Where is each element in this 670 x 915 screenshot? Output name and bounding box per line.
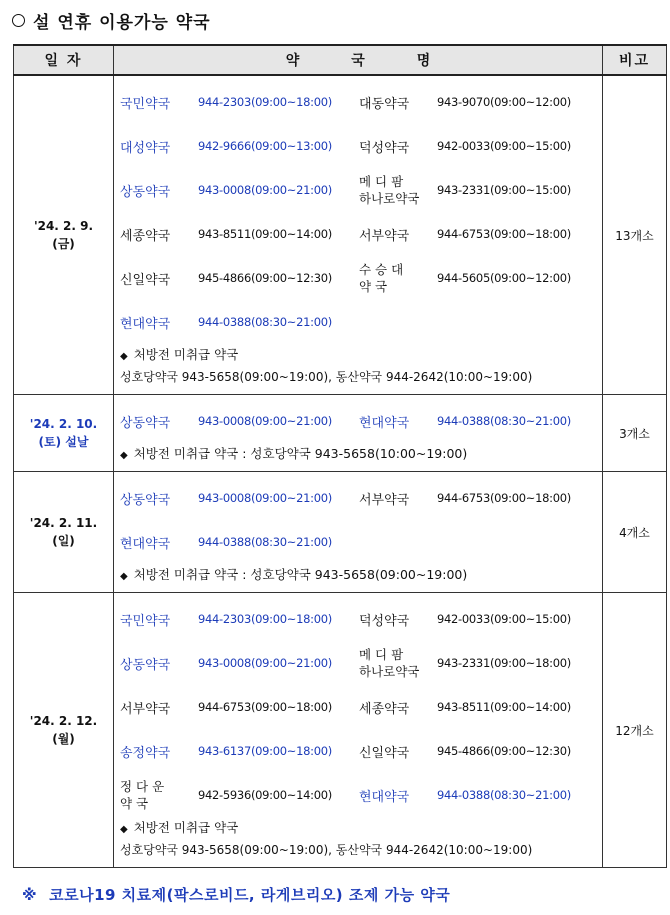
note-label: 처방전 미취급 약국 (133, 347, 239, 362)
pharmacy-row (120, 256, 598, 300)
pharmacy-phone: 942-5936(09:00~14:00) (198, 788, 332, 802)
pharmacy-name: 상동약국 (120, 492, 171, 508)
pharmacy-phone: 943-0008(09:00~21:00) (198, 491, 332, 505)
pharmacy-name (359, 261, 437, 295)
weekday-text: (월) (52, 732, 75, 746)
header-note: 비고 (603, 45, 667, 75)
pharmacy-name (359, 173, 437, 207)
pharmacy-table (13, 44, 667, 868)
pharmacy-name-line: 하나로약국 (359, 664, 420, 679)
pharmacy-cell (114, 593, 603, 868)
pharmacy-entry (359, 225, 571, 244)
pharmacy-name-line: 약 국 (120, 796, 149, 811)
pharmacy-phone: 944-5605(09:00~12:00) (437, 271, 571, 285)
pharmacy-name: 덕성약국 (359, 140, 410, 156)
note-text: : 성호당약국 943-5658(10:00~19:00) (238, 446, 468, 461)
pharmacy-row (120, 80, 598, 124)
weekday-text: (일) (52, 534, 75, 548)
pharmacy-phone: 943-9070(09:00~12:00) (437, 95, 571, 109)
header-date: 일 자 (14, 45, 114, 75)
pharmacy-name: 상동약국 (120, 184, 171, 200)
pharmacy-name-line: 메 디 팜 (359, 174, 404, 189)
header-pharmacy (114, 45, 603, 75)
pharmacy-name: 서부약국 (359, 228, 410, 244)
pharmacy-phone: 944-6753(09:00~18:00) (437, 227, 571, 241)
pharmacy-name (120, 778, 198, 812)
pharmacy-row (120, 476, 598, 520)
pharmacy-cell (114, 395, 603, 472)
page-title (12, 8, 211, 33)
pharmacy-name: 현대약국 (359, 789, 410, 805)
pharmacy-name: 세종약국 (120, 228, 171, 244)
pharmacy-phone: 944-6753(09:00~18:00) (437, 491, 571, 505)
pharmacy-name: 세종약국 (359, 701, 410, 717)
pharmacy-name: 현대약국 (120, 536, 171, 552)
pharmacy-phone: 944-2303(09:00~18:00) (198, 612, 332, 626)
pharmacy-entry (120, 269, 359, 288)
pharmacy-entry (120, 654, 359, 673)
non-prescription-note (120, 344, 598, 366)
pharmacy-row (120, 773, 598, 817)
pharmacy-phone: 943-6137(09:00~18:00) (198, 744, 332, 758)
pharmacy-name: 대동약국 (359, 96, 410, 112)
pharmacy-phone: 943-0008(09:00~21:00) (198, 414, 332, 428)
pharmacy-entry (120, 610, 359, 629)
pharmacy-phone: 943-0008(09:00~21:00) (198, 183, 332, 197)
table-body (14, 75, 667, 868)
pharmacy-entry (120, 225, 359, 244)
pharmacy-name: 대성약국 (120, 140, 171, 156)
footer-text: 코로나19 치료제(팍스로비드, 라게브리오) 조제 가능 약국 (49, 886, 451, 904)
pharmacy-name: 서부약국 (359, 492, 410, 508)
pharmacy-name: 신일약국 (120, 272, 171, 288)
pharmacy-phone: 944-6753(09:00~18:00) (198, 700, 332, 714)
table-row (14, 593, 667, 868)
circle-bullet-icon (12, 14, 25, 27)
non-prescription-list: 성호당약국 943-5658(09:00~19:00), 동산약국 944-2642(10:00~19:00) (120, 370, 533, 384)
pharmacy-row (120, 399, 598, 443)
date-cell (14, 395, 114, 472)
pharmacy-entry (359, 610, 571, 629)
pharmacy-row (120, 685, 598, 729)
pharmacy-name: 상동약국 (120, 415, 171, 431)
pharmacy-phone: 942-0033(09:00~15:00) (437, 139, 571, 153)
date-text: '24. 2. 9. (33, 219, 94, 233)
date-cell (14, 593, 114, 868)
pharmacy-phone: 944-0388(08:30~21:00) (437, 414, 571, 428)
pharmacy-name: 현대약국 (120, 316, 171, 332)
pharmacy-entry (120, 181, 359, 200)
count-cell: 4개소 (603, 472, 667, 593)
count-cell: 12개소 (603, 593, 667, 868)
weekday-text: (토) 설날 (38, 435, 89, 449)
title-text: 설 연휴 이용가능 약국 (33, 13, 211, 33)
pharmacy-row (120, 597, 598, 641)
pharmacy-row (120, 212, 598, 256)
pharmacy-entry (120, 742, 359, 761)
pharmacy-row (120, 300, 598, 344)
header-pharmacy-char: 명 (416, 53, 431, 69)
non-prescription-note (120, 817, 598, 839)
note-label: 처방전 미취급 약국 (133, 820, 239, 835)
non-prescription-note (120, 443, 598, 465)
pharmacy-phone: 945-4866(09:00~12:30) (437, 744, 571, 758)
pharmacy-cell (114, 75, 603, 395)
pharmacy-phone: 943-2331(09:00~18:00) (437, 656, 571, 670)
pharmacy-name-line: 약 국 (359, 279, 388, 294)
footer-note (22, 884, 450, 905)
note-label: 처방전 미취급 약국 (133, 567, 239, 582)
pharmacy-entry (359, 93, 571, 112)
diamond-bullet-icon: ◆ (120, 571, 128, 582)
pharmacy-entry (359, 412, 571, 431)
non-prescription-note (120, 564, 598, 586)
pharmacy-name: 국민약국 (120, 96, 171, 112)
pharmacy-name: 서부약국 (120, 701, 171, 717)
pharmacy-row (120, 641, 598, 685)
pharmacy-name: 상동약국 (120, 657, 171, 673)
pharmacy-phone: 944-0388(08:30~21:00) (437, 788, 571, 802)
header-pharmacy-char: 약 (285, 53, 300, 69)
pharmacy-phone: 942-9666(09:00~13:00) (198, 139, 332, 153)
pharmacy-phone: 944-0388(08:30~21:00) (198, 315, 332, 329)
header-pharmacy-char: 국 (351, 53, 365, 69)
date-cell (14, 472, 114, 593)
pharmacy-entry (120, 412, 359, 431)
pharmacy-name: 송정약국 (120, 745, 171, 761)
pharmacy-name: 신일약국 (359, 745, 410, 761)
pharmacy-phone: 944-0388(08:30~21:00) (198, 535, 332, 549)
count-cell: 3개소 (603, 395, 667, 472)
pharmacy-name (359, 646, 437, 680)
non-prescription-list: 성호당약국 943-5658(09:00~19:00), 동산약국 944-2642(10:00~19:00) (120, 843, 533, 857)
note-text: : 성호당약국 943-5658(09:00~19:00) (238, 567, 468, 582)
pharmacy-phone: 945-4866(09:00~12:30) (198, 271, 332, 285)
pharmacy-phone: 943-8511(09:00~14:00) (437, 700, 571, 714)
pharmacy-entry (120, 93, 359, 112)
pharmacy-name: 현대약국 (359, 415, 410, 431)
table-header-row (14, 45, 667, 75)
date-text: '24. 2. 12. (29, 714, 98, 728)
pharmacy-row (120, 124, 598, 168)
pharmacy-entry (120, 533, 359, 552)
pharmacy-row (120, 168, 598, 212)
pharmacy-phone: 942-0033(09:00~15:00) (437, 612, 571, 626)
pharmacy-entry (359, 137, 571, 156)
pharmacy-phone: 943-8511(09:00~14:00) (198, 227, 332, 241)
pharmacy-phone: 944-2303(09:00~18:00) (198, 95, 332, 109)
pharmacy-entry (359, 742, 571, 761)
pharmacy-name-line: 정 다 운 (120, 779, 165, 794)
pharmacy-entry (359, 261, 571, 295)
diamond-bullet-icon: ◆ (120, 824, 128, 835)
pharmacy-entry (359, 646, 571, 680)
pharmacy-name: 국민약국 (120, 613, 171, 629)
pharmacy-cell (114, 472, 603, 593)
diamond-bullet-icon: ◆ (120, 351, 128, 362)
pharmacy-entry (359, 698, 571, 717)
reference-mark: ※ (22, 886, 38, 904)
pharmacy-entry (120, 137, 359, 156)
pharmacy-row (120, 729, 598, 773)
pharmacy-name-line: 수 승 대 (359, 262, 404, 277)
pharmacy-name: 덕성약국 (359, 613, 410, 629)
date-text: '24. 2. 10. (29, 417, 98, 431)
table-row (14, 395, 667, 472)
pharmacy-phone: 943-0008(09:00~21:00) (198, 656, 332, 670)
pharmacy-entry (359, 173, 571, 207)
date-text: '24. 2. 11. (29, 516, 98, 530)
count-cell: 13개소 (603, 75, 667, 395)
pharmacy-entry (120, 698, 359, 717)
table-row (14, 472, 667, 593)
pharmacy-phone: 943-2331(09:00~15:00) (437, 183, 571, 197)
pharmacy-entry (120, 778, 359, 812)
note-label: 처방전 미취급 약국 (133, 446, 239, 461)
pharmacy-entry (120, 489, 359, 508)
pharmacy-name-line: 하나로약국 (359, 191, 420, 206)
date-cell (14, 75, 114, 395)
pharmacy-row (120, 520, 598, 564)
pharmacy-name-line: 메 디 팜 (359, 647, 404, 662)
pharmacy-entry (120, 313, 359, 332)
table-row (14, 75, 667, 395)
pharmacy-entry (359, 786, 571, 805)
weekday-text: (금) (52, 237, 75, 251)
pharmacy-entry (359, 489, 571, 508)
diamond-bullet-icon: ◆ (120, 450, 128, 461)
